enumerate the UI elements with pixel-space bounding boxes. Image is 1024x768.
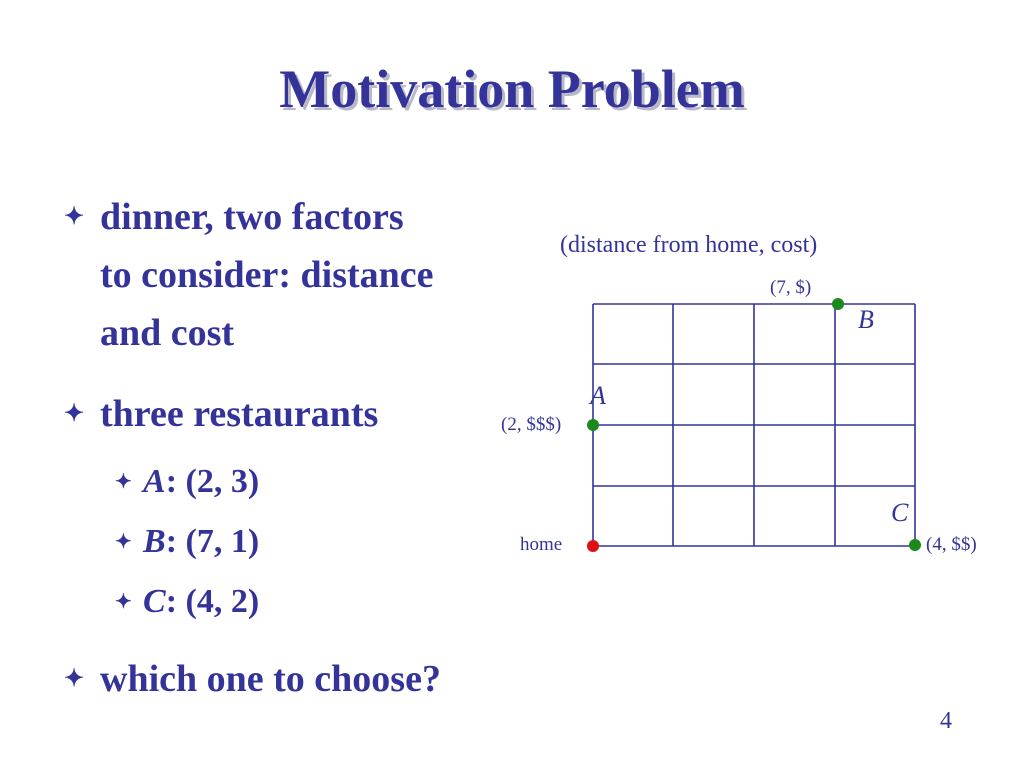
bullet-dinner-line1: dinner, two factors bbox=[100, 196, 404, 238]
restaurant-letter: C bbox=[143, 583, 166, 620]
restaurant-letter: B bbox=[143, 523, 166, 560]
bullet-star-icon: ✦ bbox=[64, 666, 85, 692]
label-b-coords: (7, $) bbox=[770, 277, 812, 298]
restaurant-coords: : (4, 2) bbox=[165, 583, 260, 620]
bullet-star-icon: ✦ bbox=[64, 204, 85, 230]
restaurant-a-point bbox=[587, 419, 599, 431]
label-home: home bbox=[520, 534, 563, 555]
slide-title: Motivation Problem bbox=[279, 59, 745, 119]
page-number: 4 bbox=[940, 708, 952, 734]
bullet-question-text: which one to choose? bbox=[100, 658, 441, 700]
restaurant-coords: : (2, 3) bbox=[165, 463, 260, 500]
restaurant-letter: A bbox=[143, 463, 166, 500]
restaurant-b-point bbox=[832, 298, 844, 310]
label-b: B bbox=[858, 305, 874, 334]
home-point bbox=[587, 540, 599, 552]
bullet-star-icon: ✦ bbox=[115, 471, 132, 493]
grid-lines bbox=[593, 304, 915, 546]
label-c: C bbox=[891, 498, 909, 527]
bullet-star-icon: ✦ bbox=[115, 531, 132, 553]
bullet-dinner-line2: to consider: distance bbox=[100, 254, 434, 296]
label-a: A bbox=[590, 381, 606, 410]
bullet-star-icon: ✦ bbox=[115, 591, 132, 613]
restaurant-c-point bbox=[909, 539, 921, 551]
label-a-coords: (2, $$$) bbox=[501, 414, 562, 435]
bullet-star-icon: ✦ bbox=[64, 401, 85, 427]
bullet-restaurants-text: three restaurants bbox=[100, 393, 379, 435]
diagram-caption: (distance from home, cost) bbox=[560, 232, 818, 258]
bullet-dinner-line3: and cost bbox=[100, 312, 235, 354]
label-c-coords: (4, $$) bbox=[926, 534, 977, 555]
restaurant-coords: : (7, 1) bbox=[165, 523, 260, 560]
